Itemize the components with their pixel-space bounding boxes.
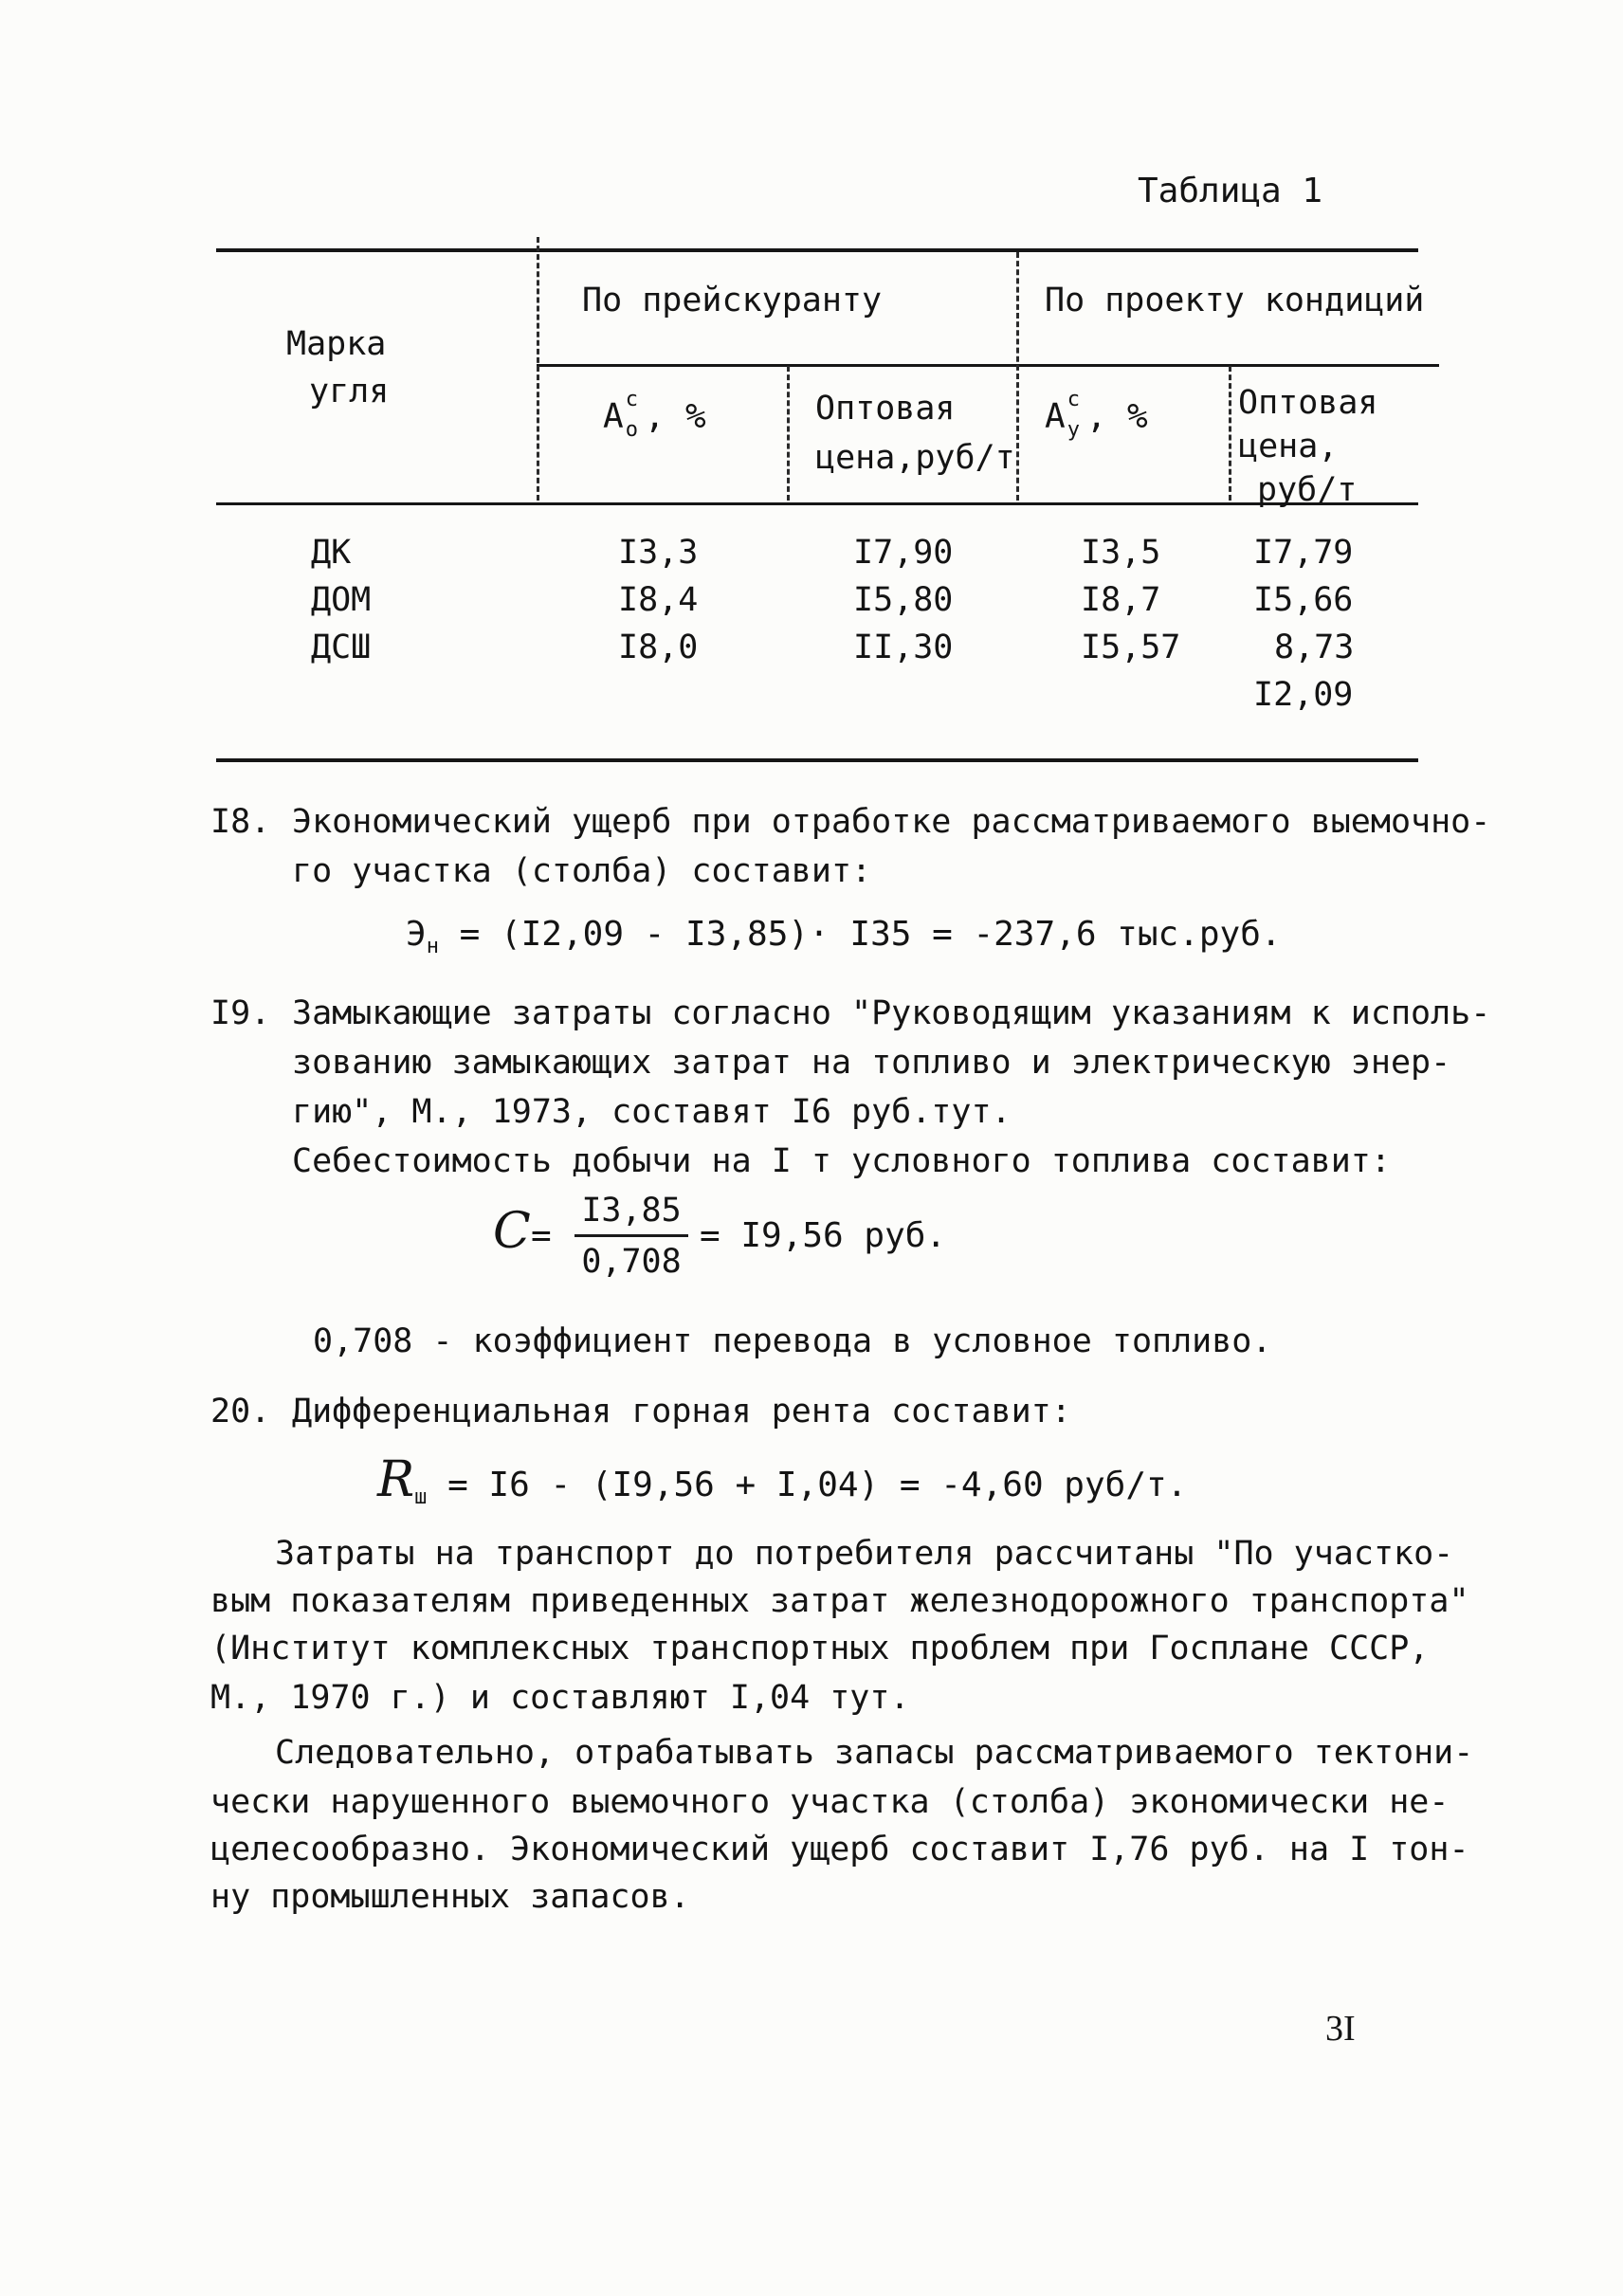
- row-price2: 8,73: [1274, 629, 1355, 666]
- row-price2: I7,79: [1253, 534, 1354, 572]
- p19-formula-eq: =: [531, 1216, 552, 1255]
- p19-number: I9.: [210, 994, 271, 1032]
- header-ash-y: A c у , %: [1045, 388, 1148, 442]
- row-brand: ДК: [311, 534, 352, 572]
- page-number: 3I: [1325, 2009, 1356, 2049]
- row-price1: I5,80: [853, 581, 954, 619]
- p19-line2: зованию замыкающих затрат на топливо и электрическую энер-: [292, 1044, 1451, 1082]
- p19-note: 0,708 - коэффициент перевода в условное топливо.: [313, 1322, 1272, 1360]
- header-brand-line1: Марка: [286, 325, 387, 363]
- row-ash-o: I8,4: [618, 581, 699, 619]
- p18-line2: го участка (столба) составит:: [292, 852, 872, 890]
- transport-line1: Затраты на транспорт до потребителя рассчитаны "По участко-: [275, 1535, 1454, 1573]
- transport-line4: М., 1970 г.) и составляют I,04 тут.: [210, 1679, 910, 1717]
- p18-line1: Экономический ущерб при отработке рассматриваемого выемочно-: [292, 803, 1491, 841]
- row-ash-y: I5,57: [1081, 629, 1181, 666]
- p19-line1: Замыкающие затраты согласно "Руководящим указаниям к исполь-: [292, 994, 1491, 1032]
- header-price2-line3: руб/т: [1257, 471, 1358, 509]
- p19-formula-fraction-bar: [574, 1234, 688, 1237]
- p20-formula: $R_ш = I6 - (I9,56 + I,04) = -4,60$ руб/т.: [377, 1451, 1188, 1510]
- transport-line3: (Институт комплексных транспортных проблем при Госплане СССР,: [210, 1630, 1430, 1667]
- row-brand: ДСШ: [311, 629, 372, 666]
- row-ash-y: I8,7: [1081, 581, 1161, 619]
- row-ash-o: I8,0: [618, 629, 699, 666]
- conclusion-line2: чески нарушенного выемочного участка (столба) экономически не-: [210, 1783, 1450, 1821]
- table-header-bottom-rule: [216, 502, 1418, 505]
- row-ash-o: I3,3: [618, 534, 699, 572]
- p19-line3: гию", М., 1973, составят I6 руб.тут.: [292, 1093, 1012, 1131]
- table-title: Таблица 1: [1138, 172, 1323, 210]
- p18-formula: $Э_н = (I2,09 - I3,85)\cdot I35 = -237,6$ тыс.руб.: [406, 915, 1282, 959]
- row-brand: ДОМ: [311, 581, 372, 619]
- header-group-pricelist: По прейскуранту: [582, 282, 883, 319]
- p19-formula-numerator: I3,85: [581, 1192, 682, 1230]
- p20-number: 20.: [210, 1393, 271, 1430]
- p19-line4: Себестоимость добычи на I т условного топлива составит:: [292, 1142, 1391, 1180]
- p19-formula-result: = I9,56 руб.: [700, 1216, 947, 1255]
- table-top-rule: [216, 248, 1418, 252]
- transport-line2: вым показателям приведенных затрат железнодорожного транспорта": [210, 1582, 1469, 1620]
- row-price2-extra: I2,09: [1253, 676, 1354, 714]
- table-bottom-rule: [216, 758, 1418, 762]
- table-vline-2: [787, 366, 790, 501]
- row-price1: I7,90: [853, 534, 954, 572]
- p19-formula-denominator: 0,708: [581, 1243, 682, 1281]
- header-ash-o: A c o , %: [603, 388, 706, 442]
- table-vline-3: [1016, 252, 1019, 501]
- conclusion-line1: Следовательно, отрабатывать запасы рассматриваемого тектони-: [275, 1734, 1474, 1772]
- header-price1-line1: Оптовая: [815, 390, 956, 428]
- table-vline-4: [1229, 366, 1231, 501]
- header-price1-line2: цена,руб/т: [815, 439, 1015, 477]
- header-group-conditions: По проекту кондиций: [1045, 282, 1425, 319]
- p19-formula-letter: C: [493, 1203, 531, 1260]
- table-header-mid-rule: [537, 364, 1439, 367]
- row-ash-y: I3,5: [1081, 534, 1161, 572]
- p20-line1: Дифференциальная горная рента составит:: [292, 1393, 1071, 1430]
- row-price1: II,30: [853, 629, 954, 666]
- p18-number: I8.: [210, 803, 271, 841]
- row-price2: I5,66: [1253, 581, 1354, 619]
- conclusion-line3: целесообразно. Экономический ущерб составит I,76 руб. на I тон-: [210, 1831, 1469, 1868]
- header-brand-line2: угля: [309, 373, 390, 410]
- table-vline-1: [537, 237, 539, 501]
- header-price2-line2: цена,: [1238, 428, 1339, 465]
- header-price2-line1: Оптовая: [1238, 384, 1378, 422]
- conclusion-line4: ну промышленных запасов.: [210, 1878, 690, 1916]
